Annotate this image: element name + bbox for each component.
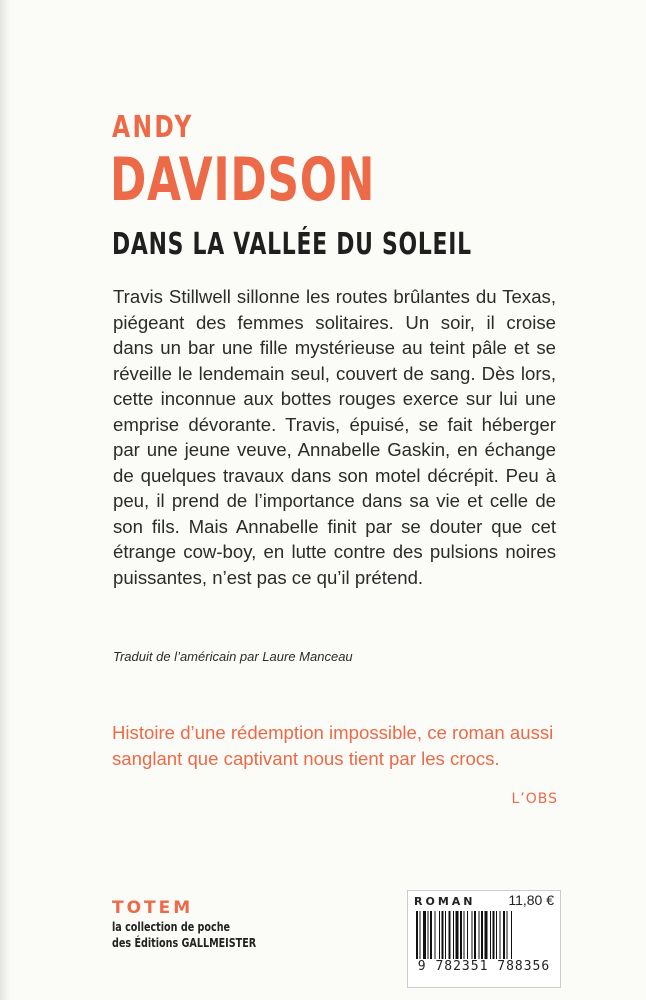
author-last-name: DAVIDSON <box>110 145 376 215</box>
collection-line-2: des Éditions GALLMEISTER <box>112 936 257 950</box>
isbn-digits: 9 782351 788356 <box>417 959 551 974</box>
author-first-name: ANDY <box>112 110 194 145</box>
genre-label: ROMAN <box>414 895 476 908</box>
collection-line-1: la collection de poche <box>112 920 231 934</box>
book-title: DANS LA VALLÉE DU SOLEIL <box>112 227 472 262</box>
page-edge-shadow <box>0 0 10 1000</box>
barcode-box <box>407 890 561 988</box>
press-quote: Histoire d’une rédemption impossible, ce roman aussi sanglant que captivant nous tient par les crocs. <box>112 722 554 769</box>
price-label: 11,80 € <box>508 892 554 908</box>
barcode-bars <box>416 911 552 959</box>
quote-source: L’OBS <box>511 791 558 807</box>
translator-credit: Traduit de l’américain par Laure Manceau <box>113 649 353 664</box>
collection-logo: TOTEM <box>112 898 194 918</box>
book-summary: Travis Stillwell sillonne les routes brûlantes du Texas, piégeant des femmes solitaires. Un soir, il croise dans un bar une fille mystérieuse au teint pâle et se réveille le lendemain seul, couvert de sang. Dès lors, cette inconnue aux bottes rouges exerce sur lui une emprise dévorante. Travis, épuisé, se fait héberger par une jeune veuve, Annabelle Gaskin, en échange de quelques travaux dans son motel décrépit. Peu à peu, il prend de l’importance dans sa vie et celle de son fils. Mais Annabelle finit par se douter que cet étrange cow-boy, en lutte contre des pulsions noires puissantes, n’est pas ce qu’il prétend. <box>113 286 556 588</box>
